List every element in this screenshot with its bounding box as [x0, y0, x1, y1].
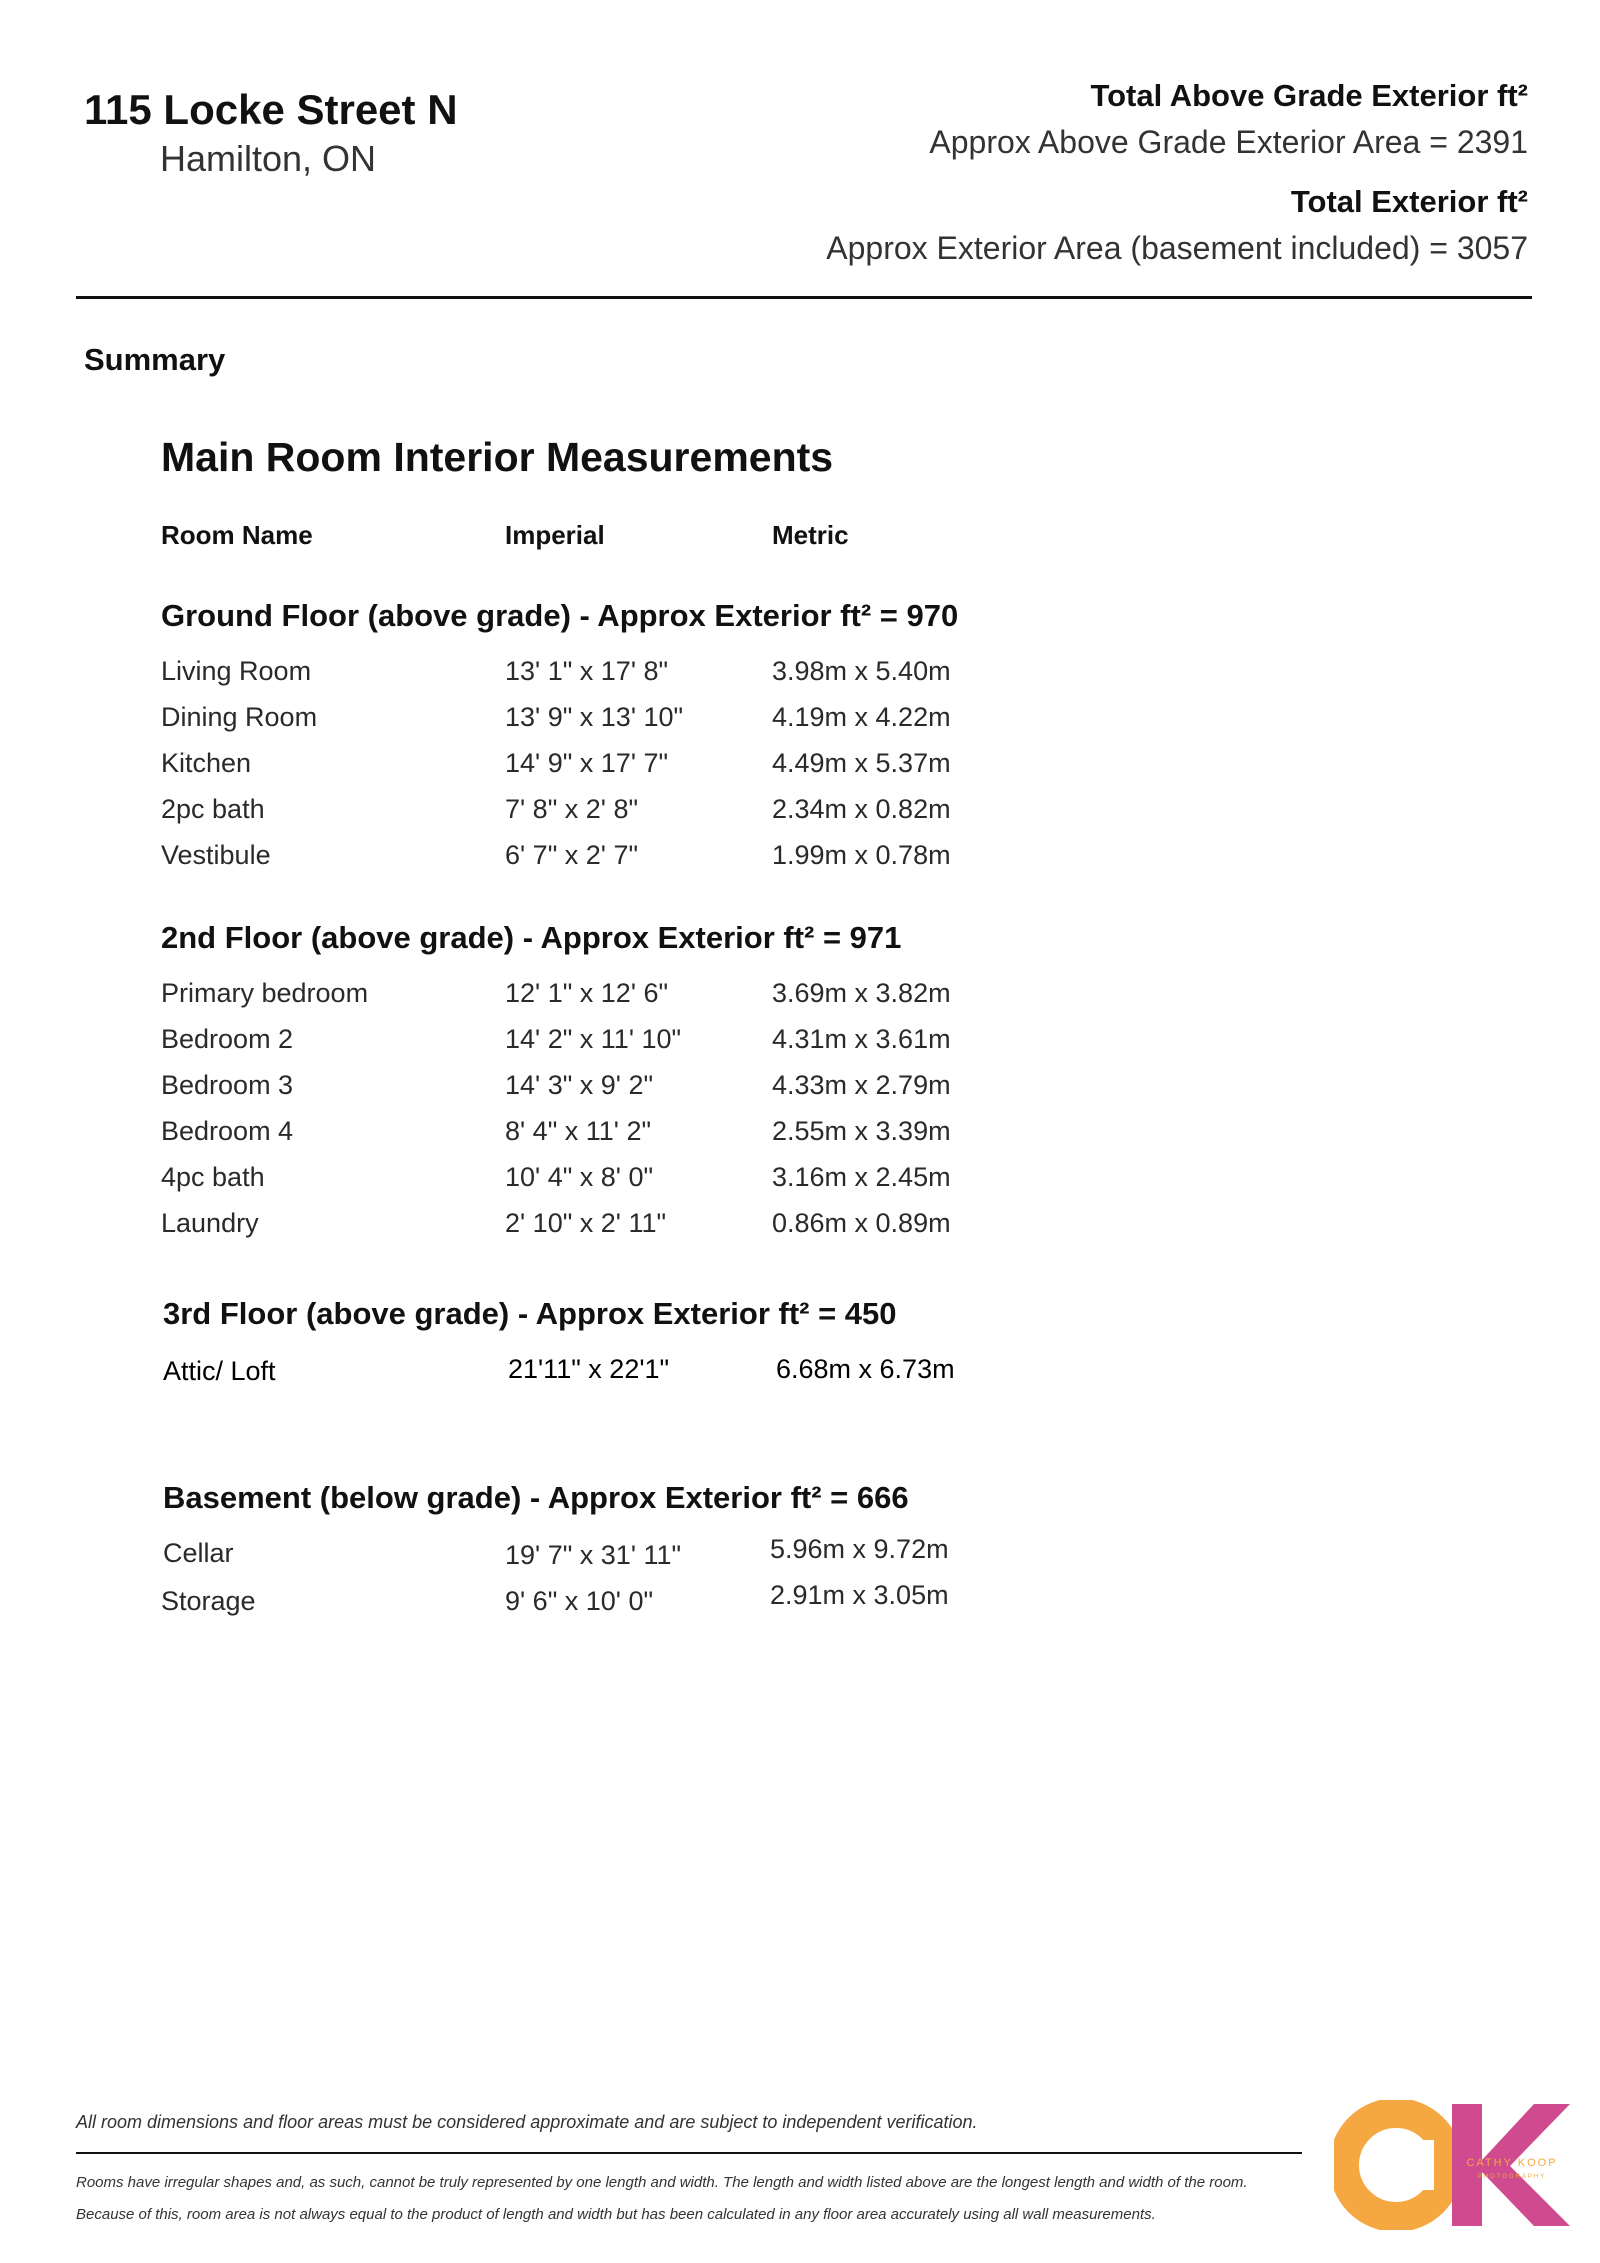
floor-title-third: 3rd Floor (above grade) - Approx Exterior ft² = 450: [163, 1296, 897, 1331]
room-metric: 2.55m x 3.39m: [772, 1116, 951, 1146]
room-name: Dining Room: [161, 702, 318, 732]
room-metric: 3.69m x 3.82m: [772, 978, 951, 1008]
room-metric: 0.86m x 0.89m: [772, 1208, 951, 1238]
room-name: 4pc bath: [161, 1162, 265, 1192]
room-name: Cellar: [163, 1538, 234, 1568]
room-name: Kitchen: [161, 748, 252, 778]
room-imperial: 19' 7" x 31' 11": [505, 1540, 682, 1570]
room-imperial: 2' 10" x 2' 11": [505, 1208, 667, 1238]
summary-label: Summary: [84, 342, 226, 377]
footer-note-line1: Rooms have irregular shapes and, as such, cannot be truly represented by one length and width. The length and width listed above are the longest length and width of the room.: [76, 2174, 1248, 2191]
floor-title-basement: Basement (below grade) - Approx Exterior ft² = 666: [163, 1480, 909, 1515]
room-metric: 2.91m x 3.05m: [770, 1580, 949, 1610]
total-exterior-heading: Total Exterior ft²: [1290, 184, 1528, 219]
room-imperial: 13' 1" x 17' 8": [505, 656, 669, 686]
room-imperial: 14' 3" x 9' 2": [505, 1070, 654, 1100]
disclaimer-text: All room dimensions and floor areas must be considered approximate and are subject to independent verification.: [76, 2112, 978, 2132]
room-metric: 6.68m x 6.73m: [776, 1354, 955, 1384]
room-metric: 4.33m x 2.79m: [772, 1070, 951, 1100]
room-name: Vestibule: [161, 840, 271, 870]
total-exterior-value: Approx Exterior Area (basement included) = 3057: [826, 230, 1528, 266]
room-metric: 3.16m x 2.45m: [772, 1162, 951, 1192]
room-name: Bedroom 3: [161, 1070, 294, 1100]
room-metric: 2.34m x 0.82m: [772, 794, 951, 824]
room-name: Primary bedroom: [161, 978, 369, 1008]
room-imperial: 9' 6" x 10' 0": [505, 1586, 654, 1616]
address-street: 115 Locke Street N: [84, 86, 458, 133]
logo-c-opening: [1394, 2140, 1434, 2190]
floor-title-ground: Ground Floor (above grade) - Approx Exterior ft² = 970: [161, 598, 959, 633]
room-imperial: 14' 2" x 11' 10": [505, 1024, 682, 1054]
room-metric: 4.49m x 5.37m: [772, 748, 951, 778]
main-title: Main Room Interior Measurements: [161, 434, 834, 480]
room-name: Laundry: [161, 1208, 259, 1238]
room-name: Attic/ Loft: [163, 1356, 276, 1386]
floor-title-second: 2nd Floor (above grade) - Approx Exterior ft² = 971: [161, 920, 902, 955]
room-imperial: 14' 9" x 17' 7": [505, 748, 669, 778]
room-imperial: 21'11" x 22'1": [508, 1354, 670, 1384]
logo-name-text: CATHY KOOP: [1466, 2157, 1558, 2169]
footer-note-line2: Because of this, room area is not always equal to the product of length and width but has been calculated in any floor area accurately using all wall measurements.: [76, 2206, 1156, 2223]
room-name: Bedroom 4: [161, 1116, 294, 1146]
room-metric: 4.19m x 4.22m: [772, 702, 951, 732]
logo-subtitle-text: PHOTOGRAPHY: [1477, 2174, 1547, 2180]
header-divider: [76, 296, 1532, 299]
above-grade-value: Approx Above Grade Exterior Area = 2391: [929, 124, 1528, 160]
column-header-metric: Metric: [772, 520, 849, 550]
room-imperial: 6' 7" x 2' 7": [505, 840, 639, 870]
room-imperial: 10' 4" x 8' 0": [505, 1162, 654, 1192]
room-imperial: 12' 1" x 12' 6": [505, 978, 669, 1008]
room-name: Storage: [161, 1586, 256, 1616]
column-header-room: Room Name: [161, 520, 313, 550]
cathy-koop-logo: [1334, 2100, 1574, 2230]
room-name: Living Room: [161, 656, 312, 686]
column-header-imperial: Imperial: [505, 520, 605, 550]
footer-divider: [76, 2152, 1302, 2154]
above-grade-heading: Total Above Grade Exterior ft²: [1090, 78, 1528, 113]
room-name: Bedroom 2: [161, 1024, 294, 1054]
room-imperial: 8' 4" x 11' 2": [505, 1116, 652, 1146]
room-imperial: 7' 8" x 2' 8": [505, 794, 639, 824]
room-imperial: 13' 9" x 13' 10": [505, 702, 684, 732]
room-name: 2pc bath: [161, 794, 265, 824]
room-metric: 4.31m x 3.61m: [772, 1024, 951, 1054]
address-city: Hamilton, ON: [160, 138, 377, 179]
room-metric: 5.96m x 9.72m: [770, 1534, 949, 1564]
room-metric: 1.99m x 0.78m: [772, 840, 951, 870]
room-metric: 3.98m x 5.40m: [772, 656, 951, 686]
